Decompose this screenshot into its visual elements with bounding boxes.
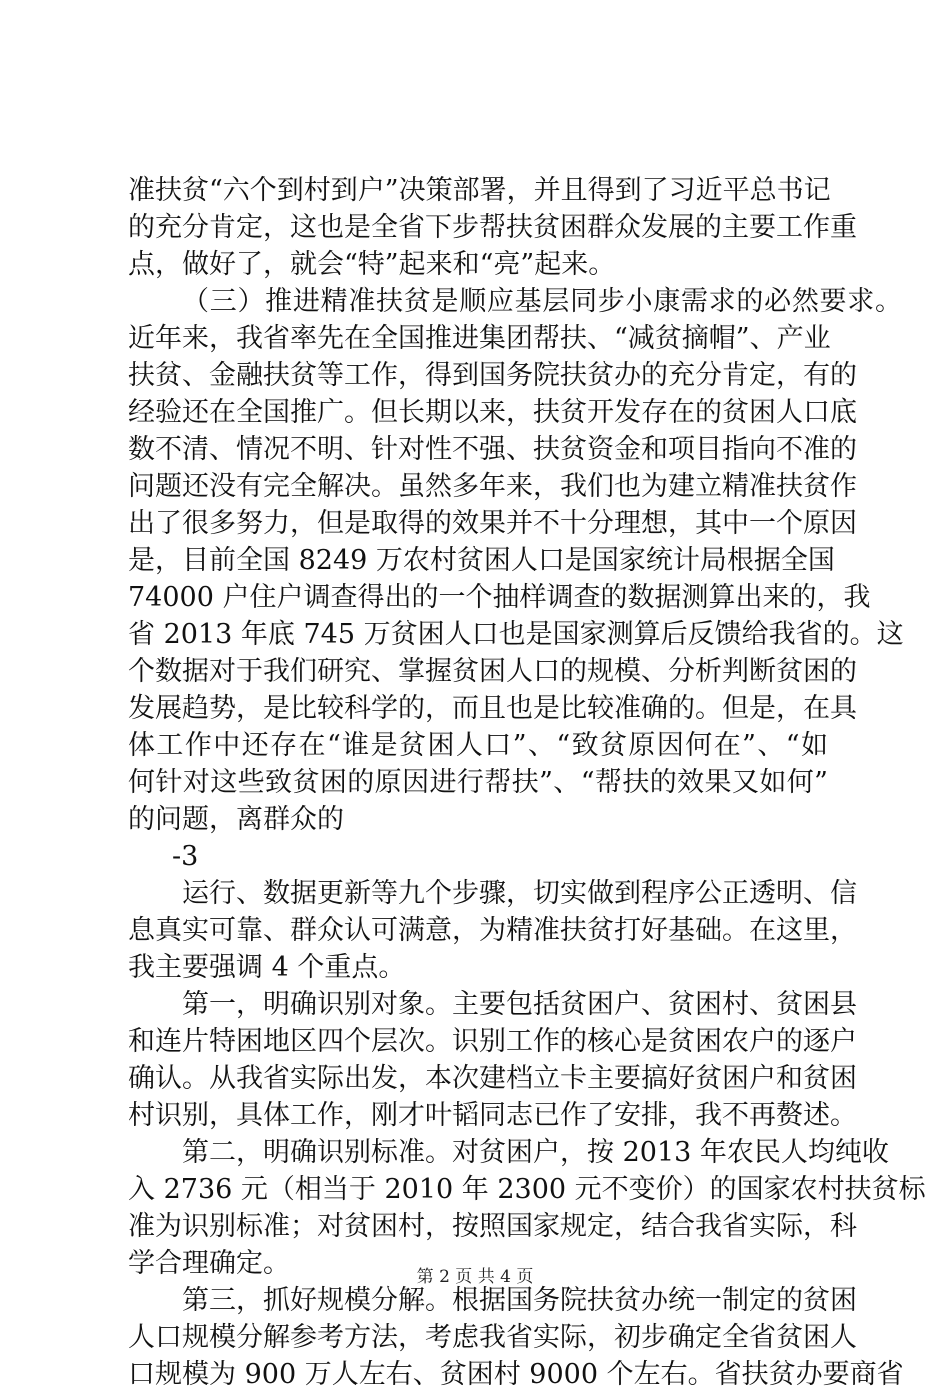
text-line: 近年来，我省率先在全国推进集团帮扶、“减贫摘帽”、产业 — [128, 323, 831, 354]
text-line: 口规模为 900 万人左右、贫困村 9000 个左右。省扶贫办要商省 — [128, 1359, 904, 1390]
text-line: 省 2013 年底 745 万贫困人口也是国家测算后反馈给我省的。这 — [128, 619, 904, 650]
text-line: 运行、数据更新等九个步骤，切实做到程序公正透明、信 — [182, 878, 857, 909]
text-line: 74000 户住户调查得出的一个抽样调查的数据测算出来的，我 — [128, 582, 871, 613]
text-line: 何针对这些致贫困的原因进行帮扶”、“帮扶的效果又如何” — [128, 767, 828, 798]
text-line: 第一，明确识别对象。主要包括贫困户、贫困村、贫困县 — [182, 989, 857, 1020]
text-line: 是，目前全国 8249 万农村贫困人口是国家统计局根据全国 — [128, 545, 835, 576]
body-text — [128, 172, 926, 1393]
text-line: 点，做好了，就会“特”起来和“亮”起来。 — [128, 249, 616, 280]
text-line: 的问题，离群众的 — [128, 804, 344, 835]
page-footer: 第 2 页 共 4 页 — [416, 1267, 534, 1287]
text-line: 息真实可靠、群众认可满意，为精准扶贫打好基础。在这里， — [128, 915, 857, 946]
text-line: 发展趋势，是比较科学的，而且也是比较准确的。但是，在具 — [128, 693, 857, 724]
text-line: 经验还在全国推广。但长期以来，扶贫开发存在的贫困人口底 — [128, 397, 857, 428]
text-line: 问题还没有完全解决。虽然多年来，我们也为建立精准扶贫作 — [128, 471, 857, 502]
text-line: 第三，抓好规模分解。根据国务院扶贫办统一制定的贫困 — [182, 1285, 857, 1316]
text-line: 学合理确定。 — [128, 1248, 290, 1279]
text-line: 体工作中还存在“谁是贫困人口”、“致贫原因何在”、“如 — [128, 730, 828, 761]
text-line: 准扶贫“六个到村到户”决策部署，并且得到了习近平总书记 — [128, 175, 831, 206]
page-marker: -3 — [172, 841, 199, 872]
text-line: 人口规模分解参考方法，考虑我省实际，初步确定全省贫困人 — [128, 1322, 857, 1353]
text-line: 我主要强调 4 个重点。 — [128, 952, 406, 983]
text-line: 数不清、情况不明、针对性不强、扶贫资金和项目指向不准的 — [128, 434, 857, 465]
text-line: 出了很多努力，但是取得的效果并不十分理想，其中一个原因 — [128, 508, 857, 539]
text-line: 确认。从我省实际出发，本次建档立卡主要搞好贫困户和贫困 — [128, 1063, 857, 1094]
text-line: 第二，明确识别标准。对贫困户，按 2013 年农民人均纯收 — [182, 1137, 889, 1168]
text-line: 村识别，具体工作，刚才叶韬同志已作了安排，我不再赘述。 — [128, 1100, 857, 1131]
text-line: 入 2736 元（相当于 2010 年 2300 元不变价）的国家农村扶贫标 — [128, 1174, 926, 1205]
text-line: 个数据对于我们研究、掌握贫困人口的规模、分析判断贫困的 — [128, 656, 857, 687]
text-line: 扶贫、金融扶贫等工作，得到国务院扶贫办的充分肯定，有的 — [128, 360, 857, 391]
text-line: 的充分肯定，这也是全省下步帮扶贫困群众发展的主要工作重 — [128, 212, 857, 243]
text-line: 和连片特困地区四个层次。识别工作的核心是贫困农户的逐户 — [128, 1026, 857, 1057]
text-line: 准为识别标准；对贫困村，按照国家规定，结合我省实际，科 — [128, 1211, 857, 1242]
text-line: （三）推进精准扶贫是顺应基层同步小康需求的必然要求。 — [182, 286, 902, 317]
